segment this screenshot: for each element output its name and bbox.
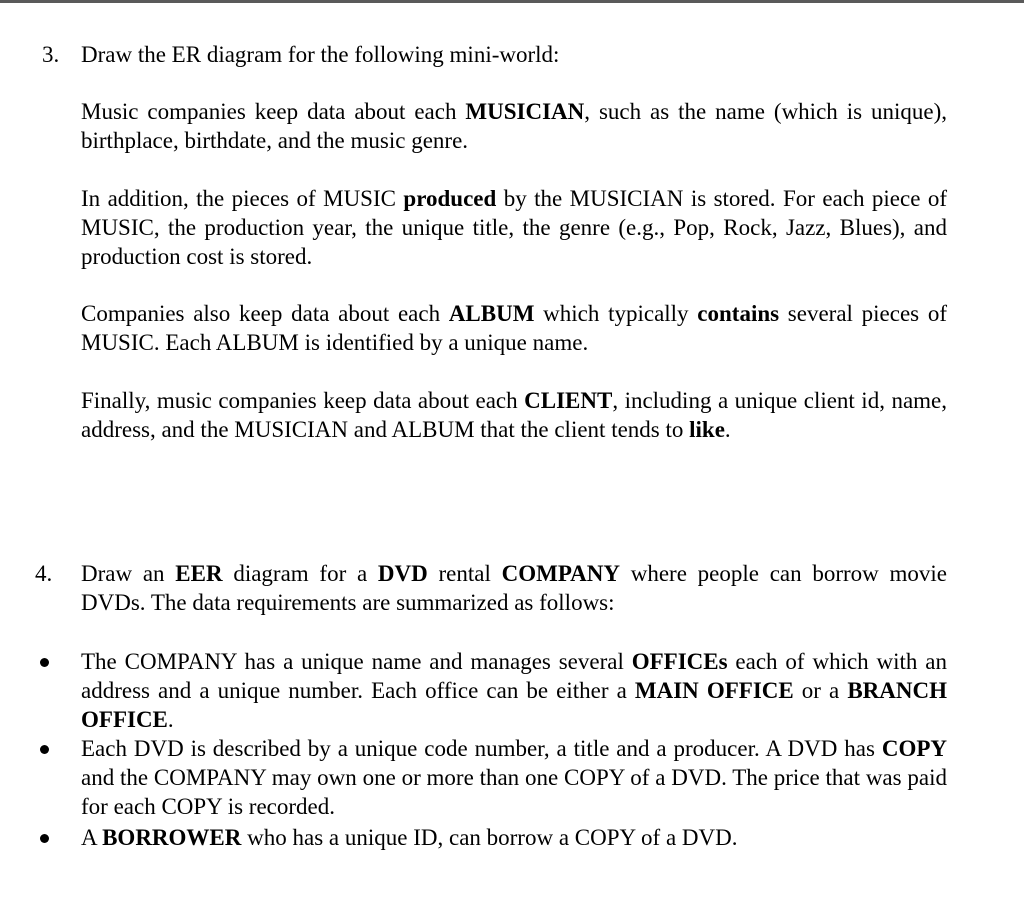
- question-3-title: Draw the ER diagram for the following mini-world:: [81, 42, 560, 67]
- keyword-produced: produced: [403, 186, 497, 211]
- keyword-client: CLIENT: [524, 388, 613, 413]
- question-3-paragraph-client: Finally, music companies keep data about each CLIENT, including a unique client id, name, address, and the MUSICIAN and ALBUM that the client tends to like.: [81, 388, 947, 442]
- keyword-like: like: [689, 417, 725, 442]
- keyword-main-office: MAIN OFFICE: [634, 678, 794, 703]
- bullet-item-borrower: A BORROWER who has a unique ID, can borrow a COPY of a DVD.: [81, 825, 738, 850]
- keyword-borrower: BORROWER: [102, 825, 242, 850]
- bullet-item-company: The COMPANY has a unique name and manages several OFFICEs each of which with an address and a unique number. Each office can be either a MAIN OFFICE or a BRANCH OFFICE.: [81, 649, 948, 732]
- question-3-number: 3.: [42, 42, 60, 67]
- bullet-marker: [40, 658, 49, 667]
- keyword-copy: COPY: [881, 736, 947, 761]
- keyword-musician: MUSICIAN: [465, 99, 585, 124]
- question-3-paragraph-album: Companies also keep data about each ALBUM which typically contains several pieces of MUSIC. Each ALBUM is identified by a unique name.: [81, 301, 947, 355]
- keyword-album: ALBUM: [448, 301, 535, 326]
- top-border: [0, 0, 1024, 3]
- question-4-intro: Draw an EER diagram for a DVD rental COMPANY where people can borrow movie DVDs. The data requirements are summarized as follows:: [81, 561, 948, 615]
- keyword-branch-office: BRANCH OFFICE: [81, 678, 947, 732]
- bullet-item-dvd: Each DVD is described by a unique code number, a title and a producer. A DVD has COPY and the COMPANY may own one or more than one COPY of a DVD. The price that was paid for each COPY is recorded.: [81, 736, 947, 819]
- keyword-dvd: DVD: [377, 561, 428, 586]
- keyword-contains: contains: [697, 301, 780, 326]
- question-4-number: 4.: [35, 561, 53, 586]
- bullet-marker: [40, 745, 49, 754]
- question-3-paragraph-musician: Music companies keep data about each MUSICIAN, such as the name (which is unique), birthplace, birthdate, and the music genre.: [81, 99, 947, 153]
- keyword-company: COMPANY: [501, 561, 620, 586]
- question-3-paragraph-music: In addition, the pieces of MUSIC produced by the MUSICIAN is stored. For each piece of MUSIC, the production year, the unique title, the genre (e.g., Pop, Rock, Jazz, Blues), and production cost is stored.: [81, 186, 947, 269]
- bullet-marker: [40, 834, 49, 843]
- keyword-eer: EER: [175, 561, 223, 586]
- keyword-offices: OFFICEs: [631, 649, 728, 674]
